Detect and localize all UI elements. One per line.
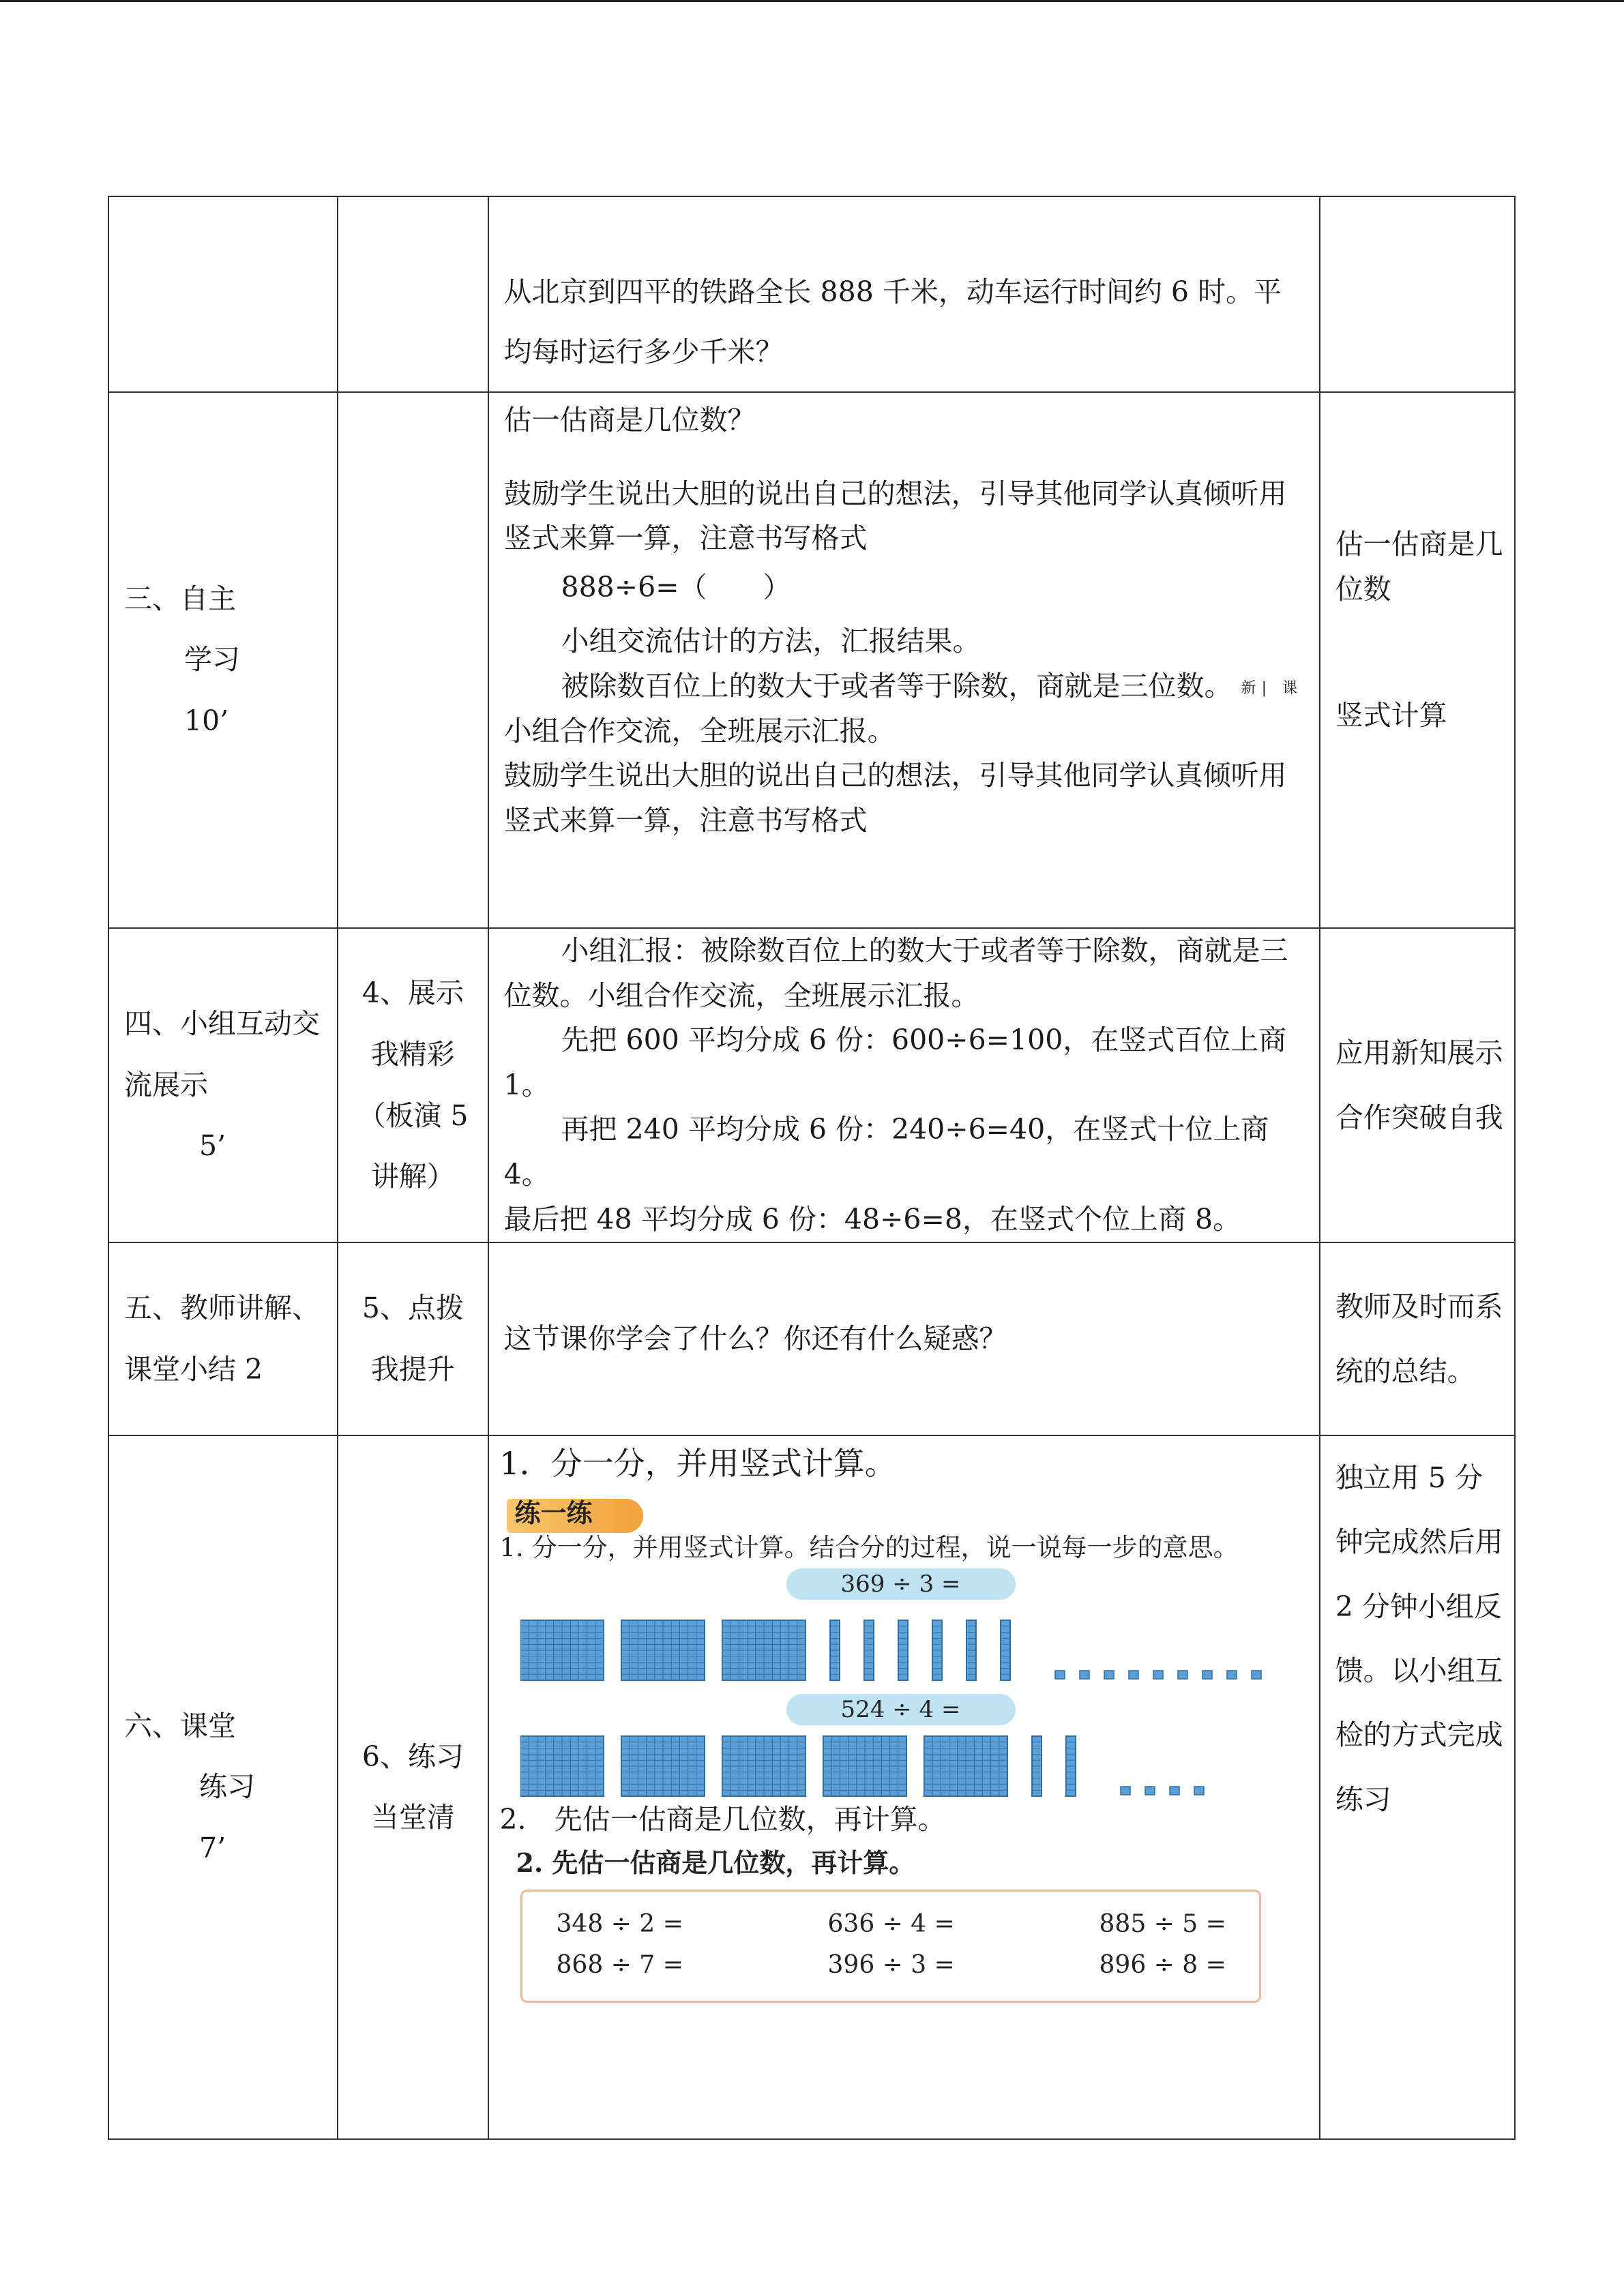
stage-time: 10’ bbox=[184, 704, 229, 737]
activity-label: 5、点拨 bbox=[361, 1292, 464, 1325]
exercise-heading: 1．分一分，并用竖式计算。 bbox=[499, 1445, 896, 1482]
one-cube bbox=[1153, 1671, 1163, 1679]
activity-label: 4、展示 bbox=[361, 976, 464, 1010]
content-cell bbox=[488, 392, 1320, 928]
problems-box bbox=[520, 1890, 1261, 2003]
one-cube bbox=[1252, 1671, 1261, 1679]
activity-label: 我精彩 bbox=[370, 1037, 455, 1071]
one-cube bbox=[1145, 1787, 1155, 1795]
goal-cell bbox=[1320, 1242, 1515, 1435]
activity-label: 当堂清 bbox=[370, 1801, 455, 1834]
activity-cell bbox=[338, 392, 488, 928]
stage-cell bbox=[108, 928, 338, 1242]
content-line: 估一估商是几位数？ bbox=[503, 404, 756, 436]
stage-cell bbox=[108, 1242, 338, 1435]
content-cell bbox=[488, 196, 1320, 392]
one-cube bbox=[1202, 1671, 1212, 1679]
one-cube bbox=[1055, 1671, 1065, 1679]
problem-pill: 369 ÷ 3 = bbox=[786, 1568, 1016, 1600]
ten-rod bbox=[898, 1620, 908, 1680]
division-problem: 885 ÷ 5 = bbox=[1099, 1910, 1226, 1939]
base-ten-blocks bbox=[520, 1735, 1264, 1798]
table-row bbox=[108, 1435, 1515, 2139]
content-line: 小组汇报：被除数百位上的数大于或者等于除数，商就是三位数。小组合作交流，全班展示汇报。 bbox=[503, 934, 1288, 1012]
stage-label: 五、教师讲解、 bbox=[124, 1292, 320, 1325]
division-problem: 868 ÷ 7 = bbox=[556, 1951, 683, 1980]
one-cube bbox=[1080, 1671, 1089, 1679]
stage-cell bbox=[108, 1435, 338, 2139]
exercise-heading: 2． 先估一估商是几位数，再计算。 bbox=[499, 1802, 946, 1836]
content-line: 小组合作交流，全班展示汇报。 bbox=[503, 714, 896, 747]
hundred-flat bbox=[621, 1736, 705, 1796]
one-cube bbox=[1104, 1671, 1114, 1679]
activity-label: 我提升 bbox=[370, 1352, 455, 1386]
stage-label: 练习 bbox=[199, 1770, 255, 1804]
goal-text: 教师及时而系统的总结。 bbox=[1335, 1290, 1503, 1388]
exercise1-question: 1. 分一分，并用竖式计算。结合分的过程，说一说每一步的意思。 bbox=[499, 1532, 1239, 1562]
activity-label: （板演 5 bbox=[357, 1099, 469, 1132]
exercise2-figure bbox=[500, 1842, 1271, 2012]
stage-time: 7’ bbox=[199, 1831, 226, 1864]
hundred-flat bbox=[722, 1620, 806, 1680]
ten-rod bbox=[1032, 1736, 1042, 1796]
blocks-svg bbox=[520, 1735, 1264, 1798]
content-cell bbox=[488, 1435, 1320, 2139]
blocks-svg bbox=[520, 1619, 1264, 1682]
goal-cell bbox=[1320, 392, 1515, 928]
goal-cell bbox=[1320, 928, 1515, 1242]
stage-cell bbox=[108, 196, 338, 392]
table-row bbox=[108, 196, 1515, 392]
ten-rod bbox=[830, 1620, 840, 1680]
goal-text: 独立用 5 分钟完成然后用 2 分钟小组反馈。以小组互检的方式完成练习 bbox=[1335, 1461, 1503, 1816]
hundred-flat bbox=[924, 1736, 1007, 1796]
ten-rod bbox=[966, 1620, 976, 1680]
activity-cell bbox=[338, 1242, 488, 1435]
exercise2-title: 2. 先估一估商是几位数，再计算。 bbox=[516, 1847, 915, 1879]
division-problem: 896 ÷ 8 = bbox=[1099, 1951, 1226, 1980]
problem-text: 从北京到四平的铁路全长 888 千米，动车运行时间约 6 时。平均每时运行多少千米？ bbox=[503, 275, 1282, 368]
content-line: 这节课你学会了什么？你还有什么疑惑？ bbox=[503, 1322, 1007, 1355]
content-line: 鼓励学生说出大胆的说出自己的想法，引导其他同学认真倾听用竖式来算一算，注意书写格式 bbox=[503, 477, 1287, 555]
ten-rod bbox=[864, 1620, 874, 1680]
table-row bbox=[108, 392, 1515, 928]
equation: 888÷6=（ ） bbox=[561, 570, 791, 603]
goal-text: 估一估商是几位数 bbox=[1335, 528, 1503, 606]
stage-label: 课堂小结 2 bbox=[124, 1352, 263, 1386]
goal-text: 竖式计算 bbox=[1335, 699, 1447, 732]
hundred-flat bbox=[722, 1736, 806, 1796]
one-cube bbox=[1170, 1787, 1179, 1795]
content-line: 鼓励学生说出大胆的说出自己的想法，引导其他同学认真倾听用竖式来算一算，注意书写格式 bbox=[503, 759, 1287, 837]
ten-rod bbox=[1066, 1736, 1076, 1796]
stage-time: 5’ bbox=[199, 1129, 226, 1163]
activity-cell bbox=[338, 928, 488, 1242]
one-cube bbox=[1129, 1671, 1138, 1679]
banner-label: 练一练 bbox=[514, 1497, 593, 1528]
activity-cell bbox=[338, 1435, 488, 2139]
goal-cell bbox=[1320, 196, 1515, 392]
content-line: 最后把 48 平均分成 6 份：48÷6=8，在竖式个位上商 8。 bbox=[503, 1202, 1241, 1236]
table-row bbox=[108, 1242, 1515, 1435]
stage-label: 六、课堂 bbox=[124, 1709, 236, 1742]
hundred-flat bbox=[823, 1736, 906, 1796]
watermark-text: 新| 课 bbox=[1241, 679, 1303, 697]
hundred-flat bbox=[621, 1620, 705, 1680]
content-line: 先把 600 平均分成 6 份：600÷6=100，在竖式百位上商 1。 bbox=[503, 1024, 1287, 1101]
one-cube bbox=[1178, 1671, 1187, 1679]
one-cube bbox=[1227, 1671, 1237, 1679]
goal-cell bbox=[1320, 1435, 1515, 2139]
lesson-plan-table bbox=[108, 196, 1516, 2140]
activity-label: 讲解） bbox=[370, 1160, 455, 1193]
stage-cell bbox=[108, 392, 338, 928]
table-row bbox=[108, 928, 1515, 1242]
ten-rod bbox=[1001, 1620, 1010, 1680]
activity-label: 6、练习 bbox=[361, 1740, 464, 1773]
content-line bbox=[504, 664, 1304, 709]
stage-label: 四、小组互动交 bbox=[124, 1007, 320, 1041]
hundred-flat bbox=[520, 1620, 604, 1680]
ten-rod bbox=[932, 1620, 942, 1680]
division-problem: 396 ÷ 3 = bbox=[827, 1951, 955, 1980]
division-problem: 348 ÷ 2 = bbox=[556, 1910, 683, 1939]
page-top-border bbox=[0, 0, 1624, 2]
one-cube bbox=[1194, 1787, 1204, 1795]
content-cell bbox=[488, 1242, 1320, 1435]
content-text: 被除数百位上的数大于或者等于除数，商就是三位数。 bbox=[561, 669, 1232, 702]
hundred-flat bbox=[520, 1736, 604, 1796]
stage-label: 流展示 bbox=[124, 1068, 208, 1101]
goal-text: 应用新知展示合作突破自我 bbox=[1335, 1037, 1503, 1134]
content-line: 再把 240 平均分成 6 份：240÷6=40，在竖式十位上商 4。 bbox=[503, 1113, 1269, 1191]
activity-cell bbox=[338, 196, 488, 392]
content-line: 小组交流估计的方法，汇报结果。 bbox=[561, 625, 981, 658]
division-problem: 636 ÷ 4 = bbox=[827, 1910, 955, 1939]
problem-pill: 524 ÷ 4 = bbox=[786, 1694, 1016, 1725]
exercise1-figure bbox=[500, 1495, 1271, 1788]
stage-label: 三、自主 bbox=[124, 582, 236, 615]
stage-label: 学习 bbox=[184, 643, 240, 676]
base-ten-blocks bbox=[520, 1619, 1264, 1682]
one-cube bbox=[1121, 1787, 1130, 1795]
content-cell bbox=[488, 928, 1320, 1242]
